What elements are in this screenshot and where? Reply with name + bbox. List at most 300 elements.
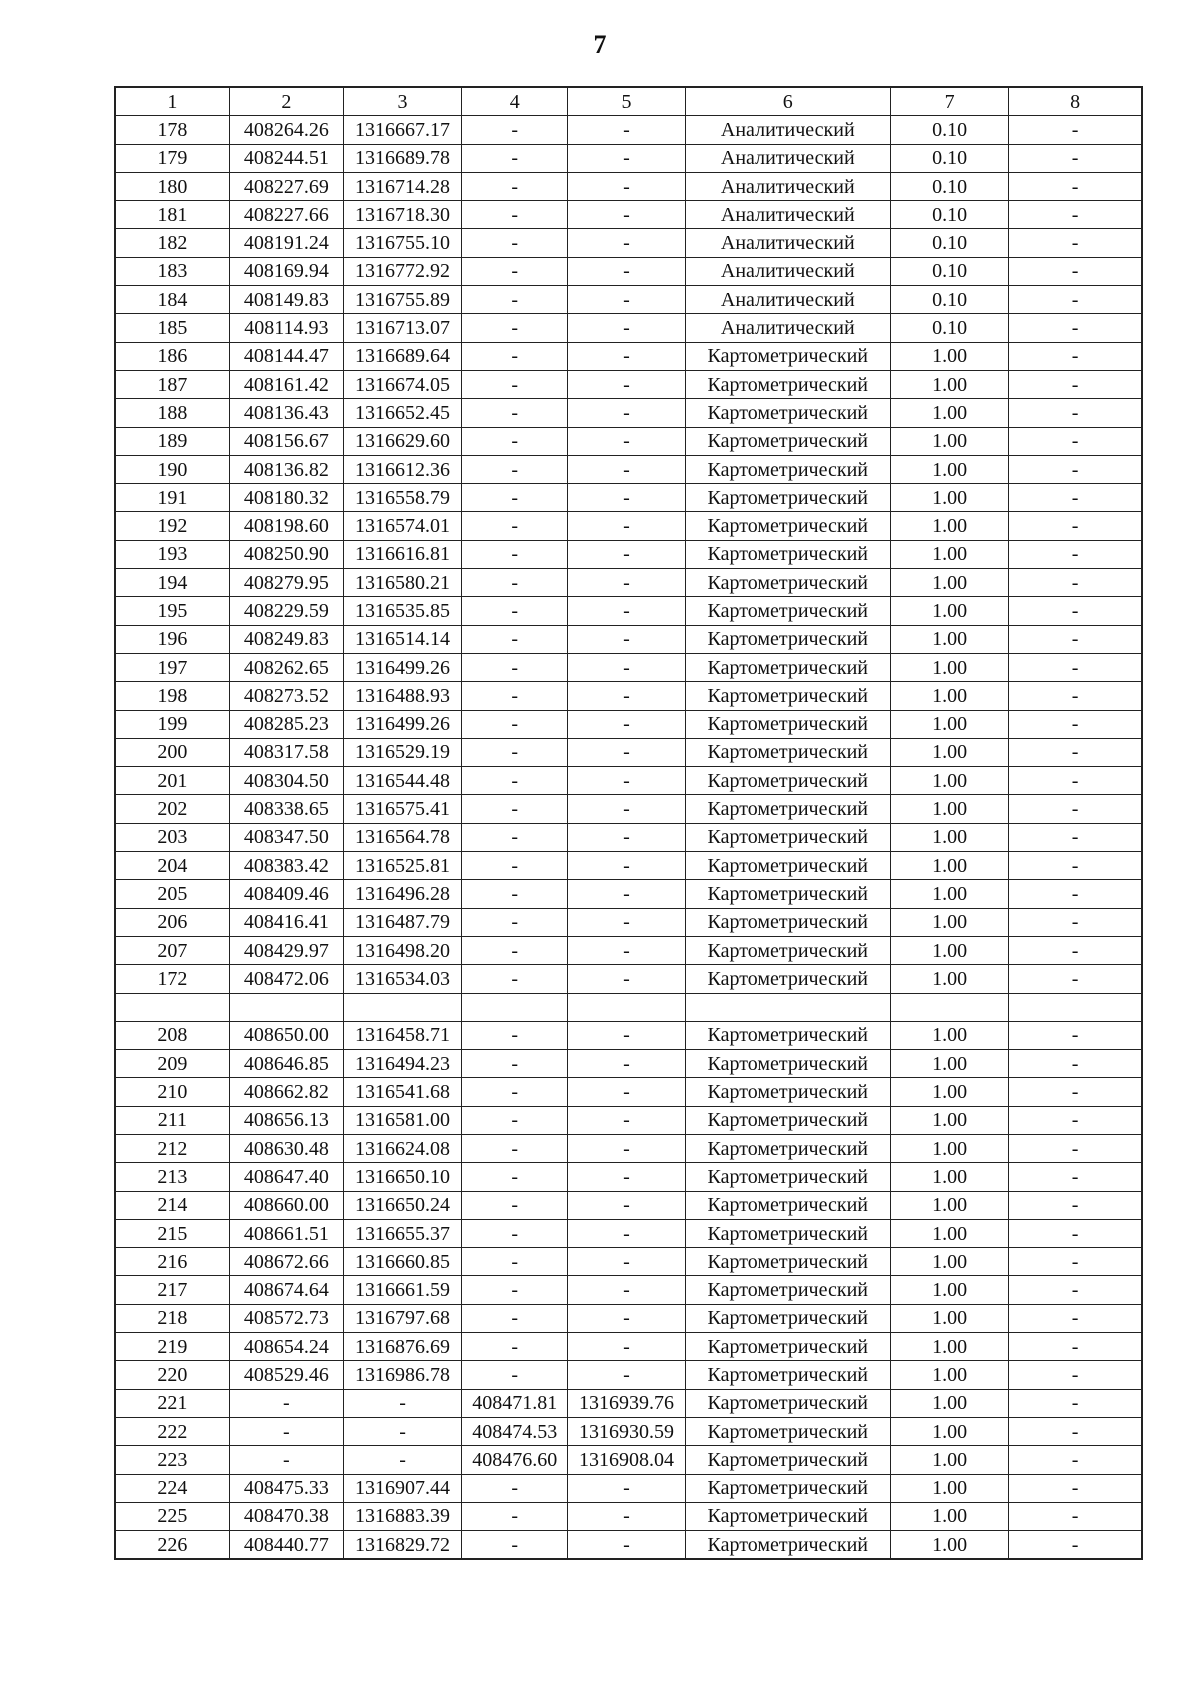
precision-cell: 0.10 [890, 257, 1008, 285]
method-cell: Картометрический [685, 1021, 890, 1049]
y-coordinate-alt-cell: - [568, 257, 685, 285]
point-number-cell: 213 [115, 1163, 229, 1191]
x-coordinate-alt-cell: - [462, 767, 568, 795]
method-cell: Картометрический [685, 653, 890, 681]
description-cell: - [1009, 370, 1142, 398]
y-coordinate-alt-cell: - [568, 936, 685, 964]
method-cell: Картометрический [685, 1134, 890, 1162]
point-number-cell: 212 [115, 1134, 229, 1162]
table-row [115, 880, 1142, 908]
point-number-cell: 200 [115, 738, 229, 766]
table-row [115, 993, 1142, 1021]
table-row [115, 1078, 1142, 1106]
y-coordinate-cell: 1316514.14 [343, 625, 461, 653]
point-number-cell: 179 [115, 144, 229, 172]
precision-cell: 1.00 [890, 795, 1008, 823]
method-cell: Картометрический [685, 1333, 890, 1361]
x-coordinate-cell: 408144.47 [229, 342, 343, 370]
y-coordinate-alt-cell: - [568, 1248, 685, 1276]
method-cell: Картометрический [685, 1304, 890, 1332]
description-cell: - [1009, 936, 1142, 964]
x-coordinate-cell: 408114.93 [229, 314, 343, 342]
x-coordinate-cell: 408229.59 [229, 597, 343, 625]
point-number-cell: 185 [115, 314, 229, 342]
x-coordinate-alt-cell: - [462, 144, 568, 172]
y-coordinate-cell: - [343, 1389, 461, 1417]
y-coordinate-alt-cell: - [568, 597, 685, 625]
x-coordinate-alt-cell: - [462, 1531, 568, 1560]
y-coordinate-alt-cell: - [568, 1474, 685, 1502]
y-coordinate-alt-cell: - [568, 1134, 685, 1162]
table-row [115, 1446, 1142, 1474]
x-coordinate-alt-cell: - [462, 1021, 568, 1049]
description-cell: - [1009, 257, 1142, 285]
x-coordinate-alt-cell: - [462, 229, 568, 257]
y-coordinate-alt-cell: - [568, 908, 685, 936]
x-coordinate-cell: 408317.58 [229, 738, 343, 766]
precision-cell: 1.00 [890, 1248, 1008, 1276]
page-number: 7 [593, 30, 607, 59]
point-number-cell: 194 [115, 569, 229, 597]
y-coordinate-cell: 1316529.19 [343, 738, 461, 766]
description-cell: - [1009, 484, 1142, 512]
precision-cell: 1.00 [890, 1333, 1008, 1361]
table-row [115, 455, 1142, 483]
x-coordinate-cell [229, 993, 343, 1021]
y-coordinate-cell: 1316496.28 [343, 880, 461, 908]
description-cell: - [1009, 1219, 1142, 1247]
table-row [115, 852, 1142, 880]
description-cell: - [1009, 767, 1142, 795]
point-number-cell: 182 [115, 229, 229, 257]
x-coordinate-alt-cell: - [462, 455, 568, 483]
point-number-cell: 189 [115, 427, 229, 455]
y-coordinate-alt-cell: - [568, 1106, 685, 1134]
table-row [115, 795, 1142, 823]
x-coordinate-cell: 408661.51 [229, 1219, 343, 1247]
y-coordinate-cell: 1316458.71 [343, 1021, 461, 1049]
point-number-cell: 191 [115, 484, 229, 512]
x-coordinate-alt-cell: - [462, 625, 568, 653]
description-cell: - [1009, 172, 1142, 200]
table-row [115, 767, 1142, 795]
x-coordinate-alt-cell: - [462, 908, 568, 936]
description-cell: - [1009, 1021, 1142, 1049]
table-row [115, 512, 1142, 540]
point-number-cell: 193 [115, 540, 229, 568]
y-coordinate-cell: - [343, 1417, 461, 1445]
precision-cell: 0.10 [890, 229, 1008, 257]
precision-cell: 1.00 [890, 1474, 1008, 1502]
method-cell: Аналитический [685, 116, 890, 144]
x-coordinate-alt-cell: - [462, 1078, 568, 1106]
y-coordinate-alt-cell: - [568, 1361, 685, 1389]
x-coordinate-cell: 408262.65 [229, 653, 343, 681]
precision-cell: 1.00 [890, 1219, 1008, 1247]
x-coordinate-alt-cell: - [462, 484, 568, 512]
precision-cell: 1.00 [890, 1134, 1008, 1162]
method-cell: Картометрический [685, 1361, 890, 1389]
y-coordinate-cell [343, 993, 461, 1021]
description-cell: - [1009, 1078, 1142, 1106]
x-coordinate-alt-cell: - [462, 201, 568, 229]
precision-cell: 1.00 [890, 653, 1008, 681]
y-coordinate-alt-cell: - [568, 144, 685, 172]
x-coordinate-cell: 408136.43 [229, 399, 343, 427]
point-number-cell: 207 [115, 936, 229, 964]
y-coordinate-cell: 1316612.36 [343, 455, 461, 483]
x-coordinate-alt-cell: - [462, 1333, 568, 1361]
table-row [115, 710, 1142, 738]
y-coordinate-cell: 1316580.21 [343, 569, 461, 597]
method-cell: Картометрический [685, 1078, 890, 1106]
y-coordinate-alt-cell [568, 993, 685, 1021]
y-coordinate-cell: 1316541.68 [343, 1078, 461, 1106]
point-number-cell: 198 [115, 682, 229, 710]
method-cell: Картометрический [685, 625, 890, 653]
precision-cell: 1.00 [890, 342, 1008, 370]
precision-cell: 1.00 [890, 597, 1008, 625]
point-number-cell: 188 [115, 399, 229, 427]
point-number-cell: 184 [115, 286, 229, 314]
description-cell: - [1009, 1502, 1142, 1530]
precision-cell: 1.00 [890, 1106, 1008, 1134]
x-coordinate-alt-cell: - [462, 1134, 568, 1162]
table-body [115, 87, 1142, 1559]
point-number-cell: 201 [115, 767, 229, 795]
coordinates-table [114, 86, 1143, 1560]
y-coordinate-alt-cell: - [568, 1333, 685, 1361]
description-cell: - [1009, 625, 1142, 653]
header-cell: 4 [462, 87, 568, 116]
precision-cell: 1.00 [890, 1276, 1008, 1304]
point-number-cell [115, 993, 229, 1021]
table-row [115, 1276, 1142, 1304]
x-coordinate-alt-cell: - [462, 936, 568, 964]
method-cell: Картометрический [685, 455, 890, 483]
y-coordinate-cell: 1316655.37 [343, 1219, 461, 1247]
precision-cell: 1.00 [890, 1191, 1008, 1219]
y-coordinate-alt-cell: - [568, 1021, 685, 1049]
point-number-cell: 215 [115, 1219, 229, 1247]
method-cell: Картометрический [685, 852, 890, 880]
x-coordinate-alt-cell: - [462, 965, 568, 993]
y-coordinate-alt-cell: - [568, 1219, 685, 1247]
x-coordinate-cell: 408630.48 [229, 1134, 343, 1162]
method-cell: Картометрический [685, 795, 890, 823]
precision-cell: 1.00 [890, 767, 1008, 795]
x-coordinate-alt-cell: - [462, 880, 568, 908]
y-coordinate-alt-cell: - [568, 540, 685, 568]
table-row [115, 1417, 1142, 1445]
y-coordinate-cell: 1316499.26 [343, 653, 461, 681]
description-cell: - [1009, 908, 1142, 936]
description-cell: - [1009, 823, 1142, 851]
table-row [115, 427, 1142, 455]
x-coordinate-cell: 408264.26 [229, 116, 343, 144]
precision-cell: 1.00 [890, 1304, 1008, 1332]
y-coordinate-alt-cell: - [568, 569, 685, 597]
x-coordinate-alt-cell: 408476.60 [462, 1446, 568, 1474]
y-coordinate-cell: 1316499.26 [343, 710, 461, 738]
precision-cell: 1.00 [890, 880, 1008, 908]
x-coordinate-alt-cell: - [462, 682, 568, 710]
x-coordinate-alt-cell: - [462, 1474, 568, 1502]
description-cell [1009, 993, 1142, 1021]
table-row [115, 908, 1142, 936]
description-cell: - [1009, 597, 1142, 625]
y-coordinate-alt-cell: - [568, 1502, 685, 1530]
point-number-cell: 192 [115, 512, 229, 540]
description-cell: - [1009, 1446, 1142, 1474]
method-cell: Картометрический [685, 484, 890, 512]
precision-cell: 1.00 [890, 427, 1008, 455]
header-cell: 8 [1009, 87, 1142, 116]
description-cell: - [1009, 653, 1142, 681]
point-number-cell: 226 [115, 1531, 229, 1560]
y-coordinate-cell: 1316652.45 [343, 399, 461, 427]
method-cell: Картометрический [685, 1050, 890, 1078]
point-number-cell: 206 [115, 908, 229, 936]
y-coordinate-cell: 1316650.10 [343, 1163, 461, 1191]
x-coordinate-cell: 408244.51 [229, 144, 343, 172]
table-row [115, 1106, 1142, 1134]
point-number-cell: 187 [115, 370, 229, 398]
y-coordinate-alt-cell: - [568, 625, 685, 653]
y-coordinate-cell: 1316797.68 [343, 1304, 461, 1332]
point-number-cell: 221 [115, 1389, 229, 1417]
method-cell: Картометрический [685, 427, 890, 455]
y-coordinate-cell: 1316581.00 [343, 1106, 461, 1134]
y-coordinate-cell: 1316525.81 [343, 852, 461, 880]
precision-cell: 1.00 [890, 625, 1008, 653]
description-cell: - [1009, 1531, 1142, 1560]
x-coordinate-cell: - [229, 1446, 343, 1474]
method-cell: Картометрический [685, 908, 890, 936]
table-row [115, 540, 1142, 568]
point-number-cell: 190 [115, 455, 229, 483]
method-cell [685, 993, 890, 1021]
x-coordinate-cell: 408660.00 [229, 1191, 343, 1219]
y-coordinate-cell: - [343, 1446, 461, 1474]
precision-cell: 1.00 [890, 1021, 1008, 1049]
y-coordinate-cell: 1316661.59 [343, 1276, 461, 1304]
table-row [115, 823, 1142, 851]
point-number-cell: 211 [115, 1106, 229, 1134]
point-number-cell: 181 [115, 201, 229, 229]
y-coordinate-cell: 1316876.69 [343, 1333, 461, 1361]
precision-cell: 0.10 [890, 144, 1008, 172]
precision-cell: 1.00 [890, 1389, 1008, 1417]
x-coordinate-cell: 408169.94 [229, 257, 343, 285]
x-coordinate-cell: 408672.66 [229, 1248, 343, 1276]
description-cell: - [1009, 455, 1142, 483]
precision-cell: 1.00 [890, 512, 1008, 540]
y-coordinate-cell: 1316755.10 [343, 229, 461, 257]
precision-cell: 1.00 [890, 1050, 1008, 1078]
x-coordinate-cell: 408285.23 [229, 710, 343, 738]
precision-cell: 1.00 [890, 710, 1008, 738]
method-cell: Картометрический [685, 1219, 890, 1247]
description-cell: - [1009, 144, 1142, 172]
y-coordinate-alt-cell: - [568, 229, 685, 257]
y-coordinate-alt-cell: - [568, 314, 685, 342]
x-coordinate-cell: 408650.00 [229, 1021, 343, 1049]
x-coordinate-alt-cell: - [462, 1502, 568, 1530]
table-row [115, 229, 1142, 257]
method-cell: Картометрический [685, 569, 890, 597]
y-coordinate-alt-cell: - [568, 484, 685, 512]
precision-cell: 1.00 [890, 1502, 1008, 1530]
y-coordinate-alt-cell: - [568, 795, 685, 823]
point-number-cell: 196 [115, 625, 229, 653]
precision-cell: 1.00 [890, 738, 1008, 766]
table-row [115, 1361, 1142, 1389]
x-coordinate-alt-cell: - [462, 540, 568, 568]
precision-cell [890, 993, 1008, 1021]
table-row [115, 286, 1142, 314]
method-cell: Картометрический [685, 1191, 890, 1219]
precision-cell: 1.00 [890, 1417, 1008, 1445]
description-cell: - [1009, 1333, 1142, 1361]
method-cell: Картометрический [685, 767, 890, 795]
x-coordinate-alt-cell: - [462, 1163, 568, 1191]
table-row [115, 1333, 1142, 1361]
x-coordinate-alt-cell: - [462, 1219, 568, 1247]
description-cell: - [1009, 795, 1142, 823]
x-coordinate-cell: 408654.24 [229, 1333, 343, 1361]
description-cell: - [1009, 1417, 1142, 1445]
y-coordinate-alt-cell: - [568, 1276, 685, 1304]
point-number-cell: 186 [115, 342, 229, 370]
y-coordinate-cell: 1316718.30 [343, 201, 461, 229]
y-coordinate-cell: 1316755.89 [343, 286, 461, 314]
y-coordinate-alt-cell: - [568, 172, 685, 200]
y-coordinate-alt-cell: - [568, 682, 685, 710]
x-coordinate-cell: 408227.66 [229, 201, 343, 229]
description-cell: - [1009, 1163, 1142, 1191]
y-coordinate-alt-cell: - [568, 1050, 685, 1078]
y-coordinate-alt-cell: - [568, 512, 685, 540]
precision-cell: 0.10 [890, 116, 1008, 144]
description-cell: - [1009, 229, 1142, 257]
y-coordinate-cell: 1316772.92 [343, 257, 461, 285]
method-cell: Аналитический [685, 314, 890, 342]
point-number-cell: 225 [115, 1502, 229, 1530]
table-row [115, 314, 1142, 342]
header-cell: 2 [229, 87, 343, 116]
description-cell: - [1009, 569, 1142, 597]
x-coordinate-alt-cell: - [462, 512, 568, 540]
x-coordinate-cell: 408656.13 [229, 1106, 343, 1134]
x-coordinate-alt-cell: - [462, 427, 568, 455]
point-number-cell: 203 [115, 823, 229, 851]
point-number-cell: 223 [115, 1446, 229, 1474]
description-cell: - [1009, 1304, 1142, 1332]
table-row [115, 625, 1142, 653]
method-cell: Картометрический [685, 370, 890, 398]
precision-cell: 1.00 [890, 540, 1008, 568]
x-coordinate-cell: 408409.46 [229, 880, 343, 908]
description-cell: - [1009, 738, 1142, 766]
x-coordinate-cell: 408136.82 [229, 455, 343, 483]
x-coordinate-alt-cell: - [462, 795, 568, 823]
point-number-cell: 222 [115, 1417, 229, 1445]
method-cell: Картометрический [685, 342, 890, 370]
description-cell: - [1009, 1106, 1142, 1134]
y-coordinate-cell: 1316544.48 [343, 767, 461, 795]
x-coordinate-alt-cell: - [462, 1276, 568, 1304]
precision-cell: 0.10 [890, 314, 1008, 342]
table-row [115, 484, 1142, 512]
precision-cell: 1.00 [890, 1361, 1008, 1389]
description-cell: - [1009, 852, 1142, 880]
x-coordinate-alt-cell: - [462, 286, 568, 314]
table-row [115, 1474, 1142, 1502]
method-cell: Картометрический [685, 1417, 890, 1445]
method-cell: Картометрический [685, 823, 890, 851]
x-coordinate-alt-cell: - [462, 1191, 568, 1219]
x-coordinate-alt-cell: - [462, 116, 568, 144]
y-coordinate-alt-cell: - [568, 399, 685, 427]
description-cell: - [1009, 512, 1142, 540]
y-coordinate-alt-cell: - [568, 116, 685, 144]
point-number-cell: 220 [115, 1361, 229, 1389]
point-number-cell: 172 [115, 965, 229, 993]
precision-cell: 1.00 [890, 455, 1008, 483]
point-number-cell: 178 [115, 116, 229, 144]
precision-cell: 0.10 [890, 286, 1008, 314]
x-coordinate-cell: 408227.69 [229, 172, 343, 200]
y-coordinate-cell: 1316883.39 [343, 1502, 461, 1530]
description-cell: - [1009, 1191, 1142, 1219]
x-coordinate-alt-cell: - [462, 597, 568, 625]
y-coordinate-cell: 1316650.24 [343, 1191, 461, 1219]
table-row [115, 1531, 1142, 1560]
point-number-cell: 204 [115, 852, 229, 880]
description-cell: - [1009, 286, 1142, 314]
x-coordinate-cell: 408475.33 [229, 1474, 343, 1502]
precision-cell: 1.00 [890, 908, 1008, 936]
precision-cell: 1.00 [890, 370, 1008, 398]
x-coordinate-cell: 408161.42 [229, 370, 343, 398]
table-header-row [115, 87, 1142, 116]
precision-cell: 1.00 [890, 1531, 1008, 1560]
x-coordinate-alt-cell: - [462, 399, 568, 427]
header-cell: 6 [685, 87, 890, 116]
x-coordinate-alt-cell: - [462, 1106, 568, 1134]
description-cell: - [1009, 1050, 1142, 1078]
table-row [115, 653, 1142, 681]
y-coordinate-alt-cell: - [568, 823, 685, 851]
table-row [115, 1304, 1142, 1332]
header-cell: 5 [568, 87, 685, 116]
point-number-cell: 208 [115, 1021, 229, 1049]
y-coordinate-alt-cell: - [568, 370, 685, 398]
table-row [115, 144, 1142, 172]
x-coordinate-alt-cell: - [462, 823, 568, 851]
method-cell: Картометрический [685, 1106, 890, 1134]
x-coordinate-cell: 408662.82 [229, 1078, 343, 1106]
x-coordinate-alt-cell: - [462, 172, 568, 200]
point-number-cell: 219 [115, 1333, 229, 1361]
x-coordinate-cell: 408383.42 [229, 852, 343, 880]
description-cell: - [1009, 682, 1142, 710]
method-cell: Картометрический [685, 1531, 890, 1560]
point-number-cell: 205 [115, 880, 229, 908]
y-coordinate-cell: 1316674.05 [343, 370, 461, 398]
point-number-cell: 199 [115, 710, 229, 738]
